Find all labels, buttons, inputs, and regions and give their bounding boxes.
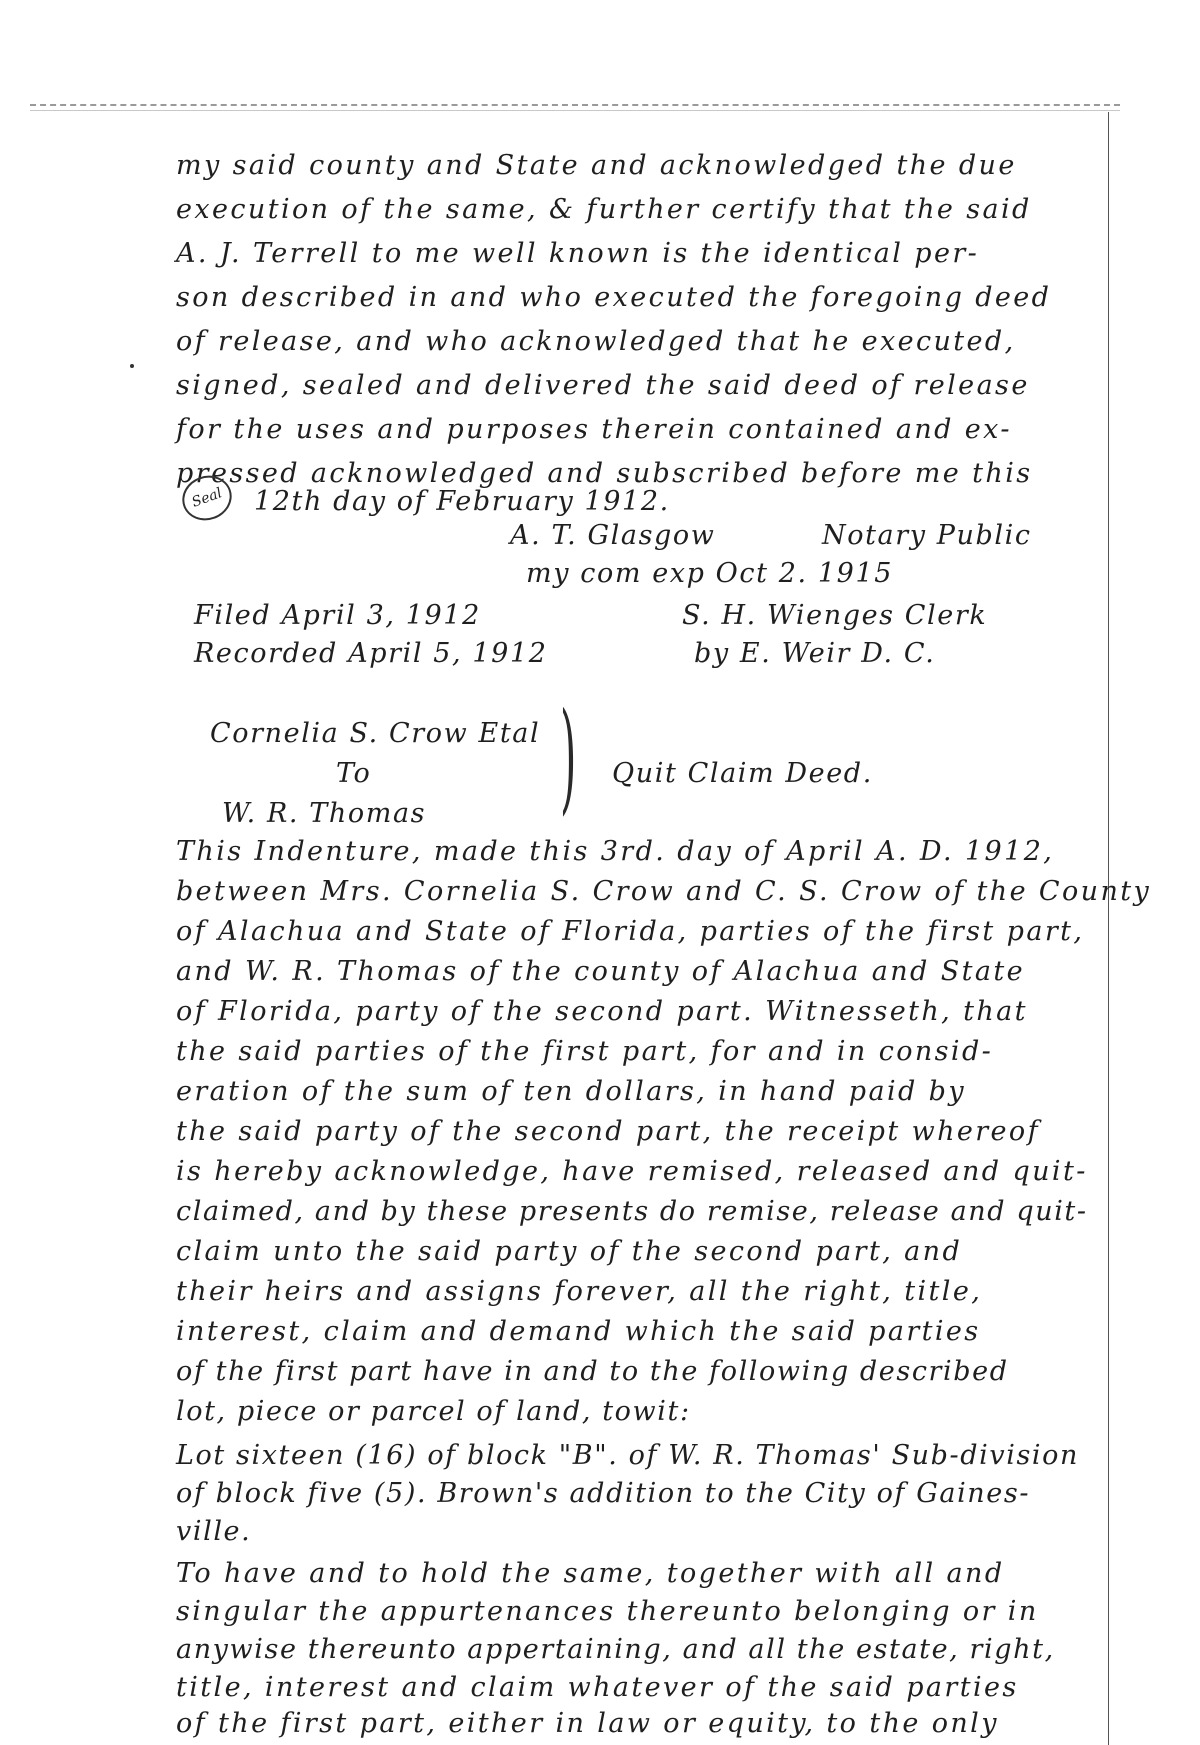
text-line: lot, piece or parcel of land, towit: [176,1396,691,1427]
legal-description-line: Lot sixteen (16) of block "B". of W. R. Thomas' Sub-division [176,1440,1080,1471]
right-margin-line [1108,112,1109,1745]
text-line: anywise thereunto appertaining, and all the estate, right, [176,1634,1055,1665]
text-line: and W. R. Thomas of the county of Alachua and State [176,956,1025,987]
text-line: the said parties of the first part, for and in consid- [176,1036,994,1067]
text-line: their heirs and assigns forever, all the right, title, [176,1276,983,1307]
text-line: claimed, and by these presents do remise, release and quit- [176,1196,1088,1227]
text-line: of Alachua and State of Florida, parties of the first part, [176,916,1085,947]
text-line: of the first part have in and to the following described [176,1356,1009,1387]
text-line: my said county and State and acknowledged the due [176,150,1017,181]
text-line: A. J. Terrell to me well known is the identical per- [176,238,980,269]
deputy-clerk: by E. Weir D. C. [694,638,936,669]
seal-stamp: Seal [176,469,238,527]
text-line: To have and to hold the same, together with all and [176,1558,1005,1589]
caption-to: To [336,758,372,789]
instrument-type: Quit Claim Deed. [612,758,873,789]
date-line: 12th day of February 1912. [254,486,670,517]
text-line: son described in and who executed the foregoing deed [176,282,1052,313]
text-line: of release, and who acknowledged that he executed, [176,326,1016,357]
text-line: of Florida, party of the second part. Witnesseth, that [176,996,1028,1027]
legal-description-line: of block five (5). Brown's addition to the City of Gaines- [176,1478,1031,1509]
text-line: claim unto the said party of the second part, and [176,1236,963,1267]
text-line: of the first part, either in law or equity, to the only [176,1708,999,1739]
clerk-name: S. H. Wienges Clerk [682,600,988,631]
legal-description-line: ville. [176,1516,252,1547]
caption-brace: ) [560,688,577,827]
text-line: execution of the same, & further certify that the said [176,194,1032,225]
filed-date: Filed April 3, 1912 [194,600,481,631]
text-line: title, interest and claim whatever of the said parties [176,1672,1019,1703]
top-rule [30,104,1120,106]
grantor-name: Cornelia S. Crow Etal [210,718,541,749]
commission-expiry: my com exp Oct 2. 1915 [526,558,894,589]
text-line: the said party of the second part, the receipt whereof [176,1116,1040,1147]
text-line: interest, claim and demand which the said parties [176,1316,981,1347]
top-rule-secondary [30,110,1120,111]
text-line: is hereby acknowledge, have remised, released and quit- [176,1156,1088,1187]
recorded-date: Recorded April 5, 1912 [194,638,548,669]
text-line: for the uses and purposes therein contained and ex- [176,414,1012,445]
text-line: singular the appurtenances thereunto belonging or in [176,1596,1039,1627]
text-line: eration of the sum of ten dollars, in hand paid by [176,1076,966,1107]
grantee-name: W. R. Thomas [222,798,427,829]
text-line: This Indenture, made this 3rd. day of April A. D. 1912, [176,836,1055,867]
margin-dot [130,364,134,368]
text-line: pressed acknowledged and subscribed before me this [176,458,1033,489]
text-line: between Mrs. Cornelia S. Crow and C. S. Crow of the County [176,876,1152,907]
text-line: signed, sealed and delivered the said deed of release [176,370,1030,401]
notary-title: Notary Public [822,520,1032,551]
notary-signature: A. T. Glasgow [510,520,716,551]
